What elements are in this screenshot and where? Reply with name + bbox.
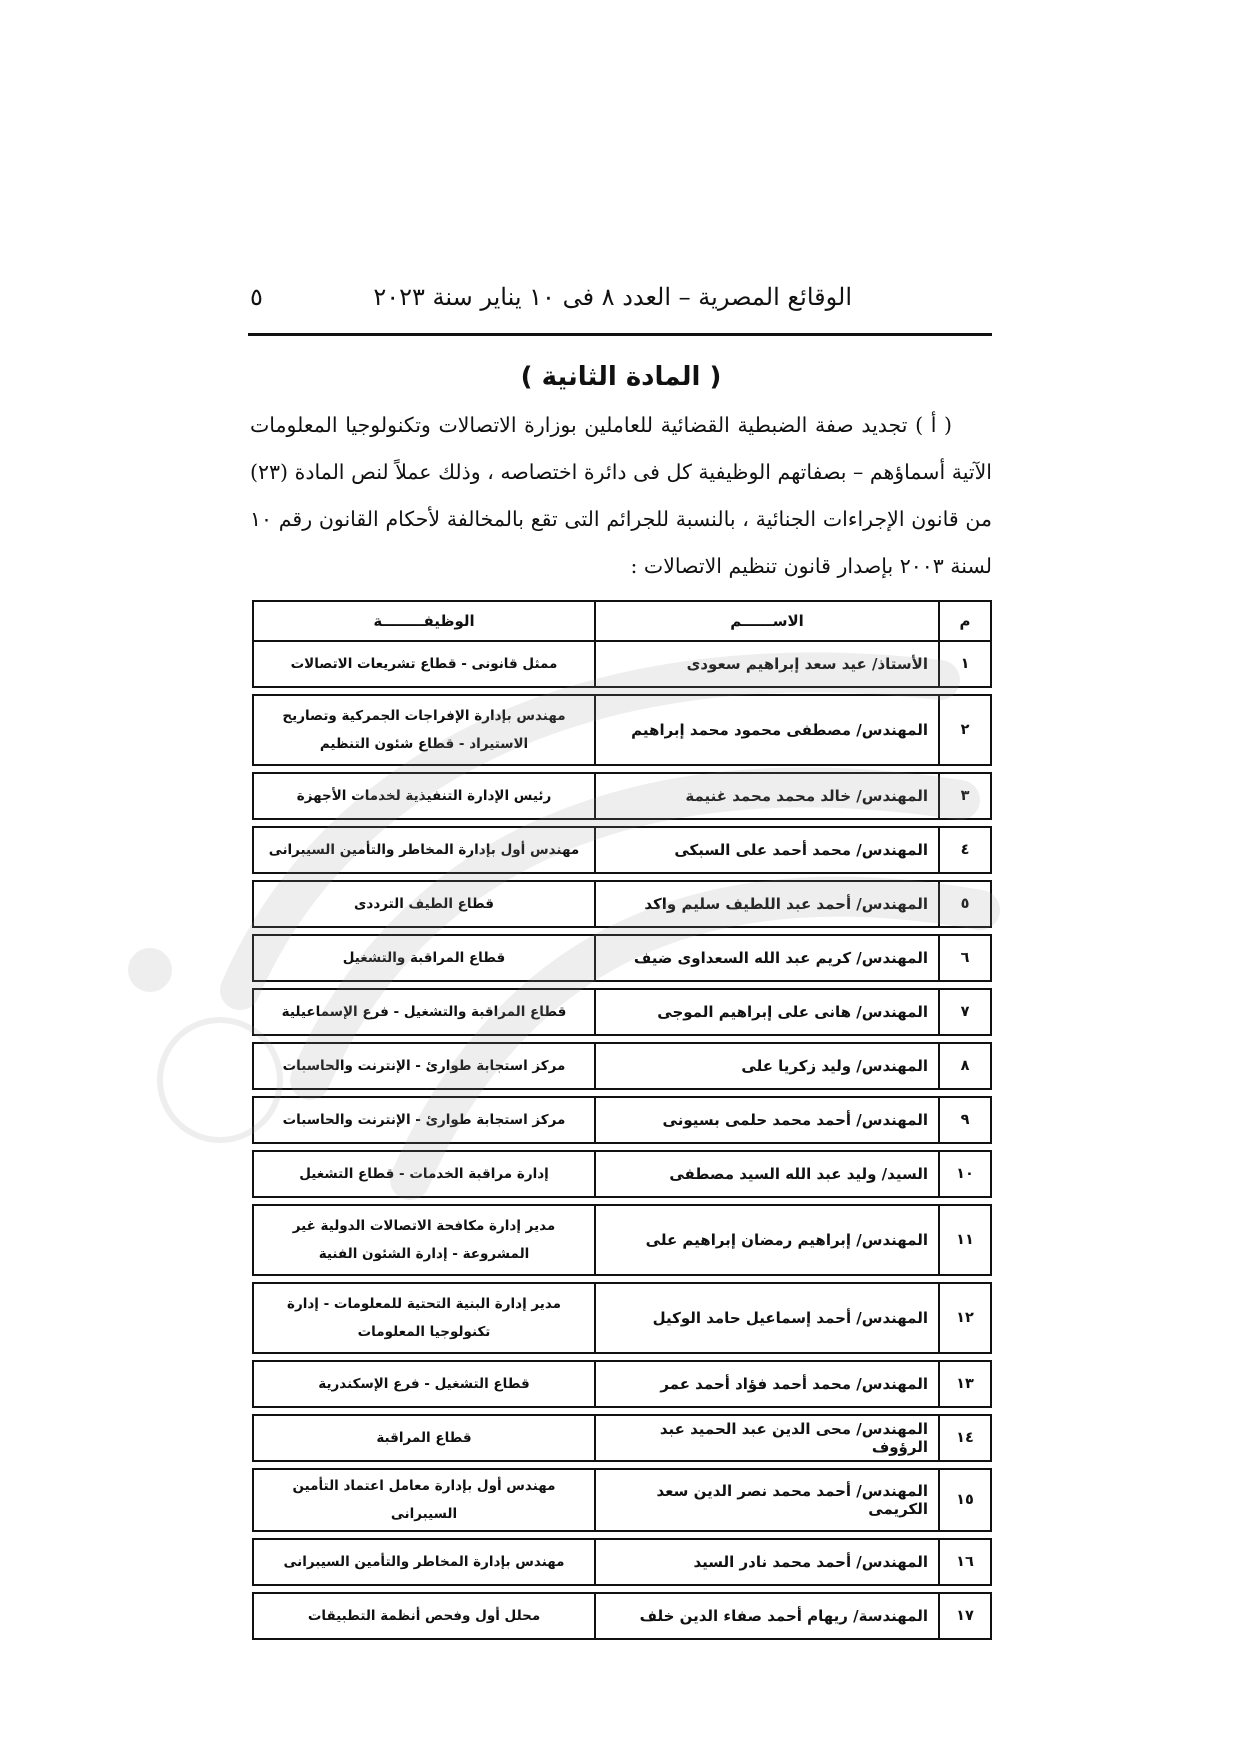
- employee-name: المهندس/ إبراهيم رمضان إبراهيم على: [595, 1205, 939, 1275]
- row-spacer: [253, 1407, 991, 1415]
- table-row: [253, 1151, 991, 1197]
- gazette-header-title: الوقائع المصرية – العدد ٨ فى ١٠ يناير سنة ٢٠٢٣: [373, 283, 852, 311]
- row-number: ١٤: [939, 1415, 991, 1461]
- row-number: ١٠: [939, 1151, 991, 1197]
- row-spacer-cell: [253, 873, 991, 881]
- employee-name: المهندس/ أحمد عبد اللطيف سليم واكد: [595, 881, 939, 927]
- table-header-row: [253, 601, 991, 641]
- employee-name: المهندس/ هانى على إبراهيم الموجى: [595, 989, 939, 1035]
- row-spacer-cell: [253, 1143, 991, 1151]
- employee-job: قطاع الطيف الترددى: [253, 881, 595, 927]
- employee-job: مدير إدارة مكافحة الاتصالات الدولية غير المشروعة - إدارة الشئون الفنية: [253, 1205, 595, 1275]
- header-name: الاســــــم: [595, 601, 939, 641]
- table-row: [253, 827, 991, 873]
- row-spacer-cell: [253, 1585, 991, 1593]
- table-row: [253, 1205, 991, 1275]
- employee-job: مهندس أول بإدارة المخاطر والتأمين السيبرانى: [253, 827, 595, 873]
- employee-name: الأستاذ/ عيد سعد إبراهيم سعودى: [595, 641, 939, 687]
- employee-job: مركز استجابة طوارئ - الإنترنت والحاسبات: [253, 1097, 595, 1143]
- table-row: [253, 1593, 991, 1639]
- employee-name: المهندس/ محى الدين عبد الحميد عبد الرؤوف: [595, 1415, 939, 1461]
- row-spacer: [253, 927, 991, 935]
- article-paragraph: ( أ ) تجديد صفة الضبطية القضائية للعاملين بوزارة الاتصالات وتكنولوجيا المعلومات الآتية أسماؤهم – بصفاتهم الوظيفية كل فى دائرة اختصاصه ، وذلك عملاً لنص المادة (٢٣) من قانون الإجراءات الجنائية ، بالنسبة للجرائم التى تقع بالمخالفة لأحكام القانون رقم ١٠ لسنة ٢٠٠٣ بإصدار قانون تنظيم الاتصالات :: [250, 413, 992, 578]
- employee-name: المهندس/ أحمد إسماعيل حامد الوكيل: [595, 1283, 939, 1353]
- table-row: [253, 773, 991, 819]
- table-row: [253, 695, 991, 765]
- table-row: [253, 1539, 991, 1585]
- employee-job: مركز استجابة طوارئ - الإنترنت والحاسبات: [253, 1043, 595, 1089]
- row-spacer: [253, 1585, 991, 1593]
- employee-name: المهندس/ أحمد محمد حلمى بسيونى: [595, 1097, 939, 1143]
- employee-name: المهندس/ محمد أحمد فؤاد أحمد عمر: [595, 1361, 939, 1407]
- table-row: [253, 1415, 991, 1461]
- page-number: ٥: [250, 283, 263, 311]
- header-num: م: [939, 601, 991, 641]
- employee-job: ممثل قانونى - قطاع تشريعات الاتصالات: [253, 641, 595, 687]
- row-spacer: [253, 1531, 991, 1539]
- row-number: ١٧: [939, 1593, 991, 1639]
- row-spacer-cell: [253, 1197, 991, 1205]
- employee-job: مهندس بإدارة المخاطر والتأمين السيبرانى: [253, 1539, 595, 1585]
- employee-job: إدارة مراقبة الخدمات - قطاع التشغيل: [253, 1151, 595, 1197]
- employee-name: المهندس/ خالد محمد محمد غنيمة: [595, 773, 939, 819]
- table-row: [253, 1043, 991, 1089]
- row-spacer-cell: [253, 687, 991, 695]
- employee-job: قطاع المراقبة والتشغيل: [253, 935, 595, 981]
- table-row: [253, 1361, 991, 1407]
- row-spacer: [253, 1089, 991, 1097]
- row-number: ١٥: [939, 1469, 991, 1531]
- row-spacer: [253, 1353, 991, 1361]
- row-spacer: [253, 1275, 991, 1283]
- table-body: [253, 641, 991, 1639]
- table-row: [253, 1469, 991, 1531]
- row-number: ٨: [939, 1043, 991, 1089]
- row-spacer-cell: [253, 1035, 991, 1043]
- header-job: الوظيفــــــــة: [253, 601, 595, 641]
- row-number: ١٦: [939, 1539, 991, 1585]
- row-spacer-cell: [253, 1275, 991, 1283]
- employee-job: محلل أول وفحص أنظمة التطبيقات: [253, 1593, 595, 1639]
- table-row: [253, 641, 991, 687]
- row-spacer: [253, 819, 991, 827]
- article-body: [250, 402, 992, 590]
- employee-job: قطاع المراقبة والتشغيل - فرع الإسماعيلية: [253, 989, 595, 1035]
- page-header: [250, 283, 992, 323]
- row-spacer-cell: [253, 981, 991, 989]
- row-spacer: [253, 765, 991, 773]
- row-spacer-cell: [253, 1461, 991, 1469]
- header-rule: [248, 333, 992, 336]
- row-number: ٧: [939, 989, 991, 1035]
- article-title: ( المادة الثانية ): [520, 362, 722, 392]
- row-spacer: [253, 1143, 991, 1151]
- row-number: ١٣: [939, 1361, 991, 1407]
- row-number: ٢: [939, 695, 991, 765]
- employee-name: المهندس/ وليد زكريا على: [595, 1043, 939, 1089]
- row-spacer: [253, 687, 991, 695]
- table-row: [253, 881, 991, 927]
- employee-name: المهندس/ أحمد محمد نصر الدين سعد الكريمى: [595, 1469, 939, 1531]
- row-spacer-cell: [253, 1407, 991, 1415]
- employee-job: مهندس أول بإدارة معامل اعتماد التأمين السيبرانى: [253, 1469, 595, 1531]
- row-number: ٦: [939, 935, 991, 981]
- employee-job: مهندس بإدارة الإفراجات الجمركية وتصاريح الاستيراد - قطاع شئون التنظيم: [253, 695, 595, 765]
- row-spacer: [253, 981, 991, 989]
- table-row: [253, 1283, 991, 1353]
- row-spacer: [253, 1197, 991, 1205]
- employee-name: المهندس/ محمد أحمد على السبكى: [595, 827, 939, 873]
- row-spacer: [253, 1035, 991, 1043]
- row-spacer: [253, 1461, 991, 1469]
- row-number: ٩: [939, 1097, 991, 1143]
- row-spacer-cell: [253, 1089, 991, 1097]
- employee-name: السيد/ وليد عبد الله السيد مصطفى: [595, 1151, 939, 1197]
- employee-job: رئيس الإدارة التنفيذية لخدمات الأجهزة: [253, 773, 595, 819]
- table-row: [253, 1097, 991, 1143]
- table-row: [253, 989, 991, 1035]
- employee-name: المهندسة/ ريهام أحمد صفاء الدين خلف: [595, 1593, 939, 1639]
- employee-name: المهندس/ مصطفى محمود محمد إبراهيم: [595, 695, 939, 765]
- row-spacer-cell: [253, 819, 991, 827]
- row-number: ٣: [939, 773, 991, 819]
- staff-table: [252, 600, 992, 1640]
- row-spacer-cell: [253, 1353, 991, 1361]
- employee-name: المهندس/ أحمد محمد نادر السيد: [595, 1539, 939, 1585]
- row-spacer-cell: [253, 765, 991, 773]
- employee-job: قطاع التشغيل - فرع الإسكندرية: [253, 1361, 595, 1407]
- row-number: ٤: [939, 827, 991, 873]
- row-number: ٥: [939, 881, 991, 927]
- row-spacer-cell: [253, 927, 991, 935]
- row-number: ١١: [939, 1205, 991, 1275]
- row-spacer: [253, 873, 991, 881]
- row-number: ١: [939, 641, 991, 687]
- employee-job: قطاع المراقبة: [253, 1415, 595, 1461]
- row-number: ١٢: [939, 1283, 991, 1353]
- row-spacer-cell: [253, 1531, 991, 1539]
- employee-name: المهندس/ كريم عبد الله السعداوى ضيف: [595, 935, 939, 981]
- employee-job: مدير إدارة البنية التحتية للمعلومات - إدارة تكنولوجيا المعلومات: [253, 1283, 595, 1353]
- table-row: [253, 935, 991, 981]
